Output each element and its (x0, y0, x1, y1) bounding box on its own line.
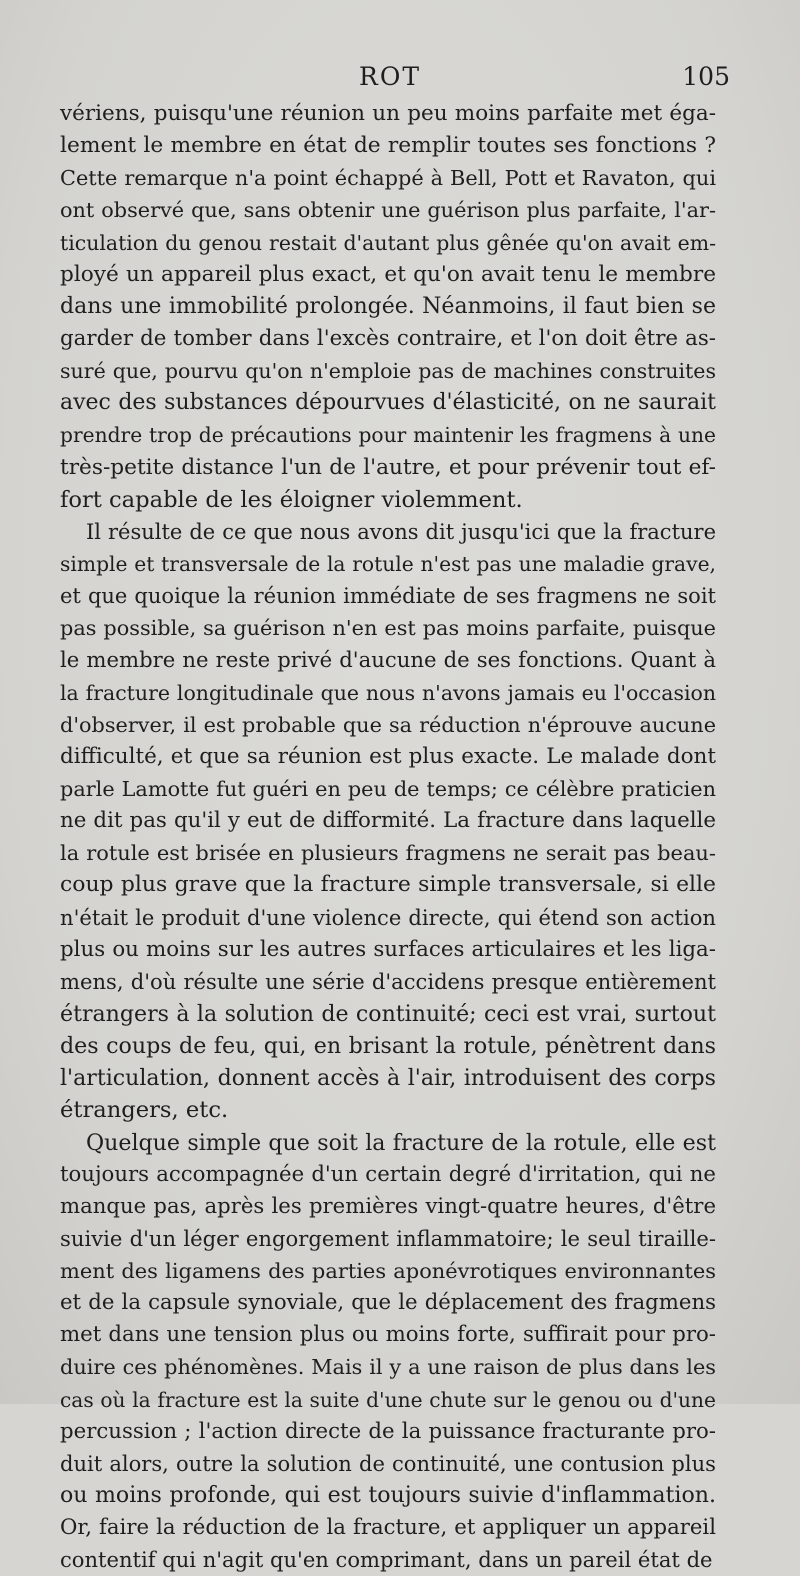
text-line: d'observer, il est probable que sa réduction n'éprouve aucune (60, 712, 716, 737)
text-line: garder de tomber dans l'excès contraire, et l'on doit être as- (60, 325, 716, 351)
text-line: prendre trop de précautions pour maintenir les fragmens à une (60, 423, 716, 448)
text-line: contentif qui n'agit qu'en comprimant, dans un pareil état de (60, 1547, 713, 1573)
text-line: difficulté, et que sa réunion est plus exacte. Le malade dont (60, 743, 716, 769)
text-line: pas possible, sa guérison n'en est pas moins parfaite, puisque (60, 616, 716, 641)
text-line: n'était le produit d'une violence directe, qui étend son action (60, 904, 716, 930)
text-line: cas où la fracture est la suite d'une chute sur le genou ou d'une (60, 1387, 716, 1412)
text-line: ticulation du genou restait d'autant plus gênée qu'on avait em- (60, 230, 716, 255)
text-line: coup plus grave que la fracture simple transversale, si elle (60, 872, 716, 898)
text-line: l'articulation, donnent accès à l'air, introduisent des corps (60, 1065, 716, 1092)
text-line: ment des ligamens des parties aponévrotiques environnantes (60, 1259, 716, 1284)
text-line: et que quoique la réunion immédiate de ses fragmens ne soit (60, 583, 716, 609)
text-line: lement le membre en état de remplir toutes ses fonctions ? (60, 133, 716, 159)
text-line: ne dit pas qu'il y eut de difformité. La fracture dans laquelle (60, 808, 716, 834)
text-line: suré que, pourvu qu'on n'emploie pas de machines construites (60, 359, 716, 384)
text-line: Cette remarque n'a point échappé à Bell, Pott et Ravaton, qui (60, 166, 716, 191)
text-line: duire ces phénomènes. Mais il y a une raison de plus dans les (60, 1355, 716, 1380)
running-head: ROT (359, 62, 421, 91)
text-line: suivie d'un léger engorgement inflammatoire; le seul tiraille- (60, 1225, 716, 1251)
text-line: et de la capsule synoviale, que le déplacement des fragmens (60, 1290, 716, 1316)
text-line: Quelque simple que soit la fracture de la rotule, elle est (86, 1129, 716, 1156)
text-line: avec des substances dépourvues d'élasticité, on ne saurait (60, 390, 716, 416)
text-line: étrangers, etc. (60, 1097, 229, 1124)
text-line: des coups de feu, qui, en brisant la rotule, pénètrent dans (60, 1033, 716, 1060)
text-line: manque pas, après les premières vingt-quatre heures, d'être (60, 1193, 716, 1219)
text-line: fort capable de les éloigner violemment. (60, 486, 523, 513)
text-line: Or, faire la réduction de la fracture, et appliquer un appareil (60, 1515, 716, 1541)
text-line: percussion ; l'action directe de la puissance fracturante pro- (60, 1418, 716, 1444)
page-number: 105 (682, 62, 730, 91)
text-line: ployé un appareil plus exact, et qu'on avait tenu le membre (60, 261, 716, 287)
text-line: simple et transversale de la rotule n'est pas une maladie grave, (60, 551, 716, 576)
text-line: ou moins profonde, qui est toujours suivie d'inflammation. (60, 1483, 716, 1509)
text-line: mens, d'où résulte une série d'accidens presque entièrement (60, 968, 716, 994)
text-line: la fracture longitudinale que nous n'avons jamais eu l'occasion (60, 680, 716, 705)
text-line: le membre ne reste privé d'aucune de ses fonctions. Quant à (60, 647, 716, 673)
text-line: ont observé que, sans obtenir une guérison plus parfaite, l'ar- (60, 198, 716, 223)
text-line: la rotule est brisée en plusieurs fragmens ne serait pas beau- (60, 841, 716, 866)
text-line: met dans une tension plus ou moins forte, suffirait pour pro- (60, 1322, 716, 1348)
body-text (60, 98, 716, 1576)
text-line: vériens, puisqu'une réunion un peu moins parfaite met éga- (60, 101, 716, 126)
text-line: duit alors, outre la solution de continuité, une contusion plus (60, 1450, 716, 1476)
text-line: étrangers à la solution de continuité; ceci est vrai, surtout (60, 1000, 716, 1027)
text-line: Il résulte de ce que nous avons dit jusqu'ici que la fracture (86, 518, 716, 544)
text-line: toujours accompagnée d'un certain degré d'irritation, qui ne (60, 1161, 716, 1187)
text-line: plus ou moins sur les autres surfaces articulaires et les liga- (60, 936, 716, 962)
text-line: dans une immobilité prolongée. Néanmoins, il faut bien se (60, 293, 716, 319)
page-header (60, 62, 730, 98)
text-line: très-petite distance l'un de l'autre, et pour prévenir tout ef- (60, 454, 716, 480)
text-line: parle Lamotte fut guéri en peu de temps; ce célèbre praticien (60, 776, 716, 801)
